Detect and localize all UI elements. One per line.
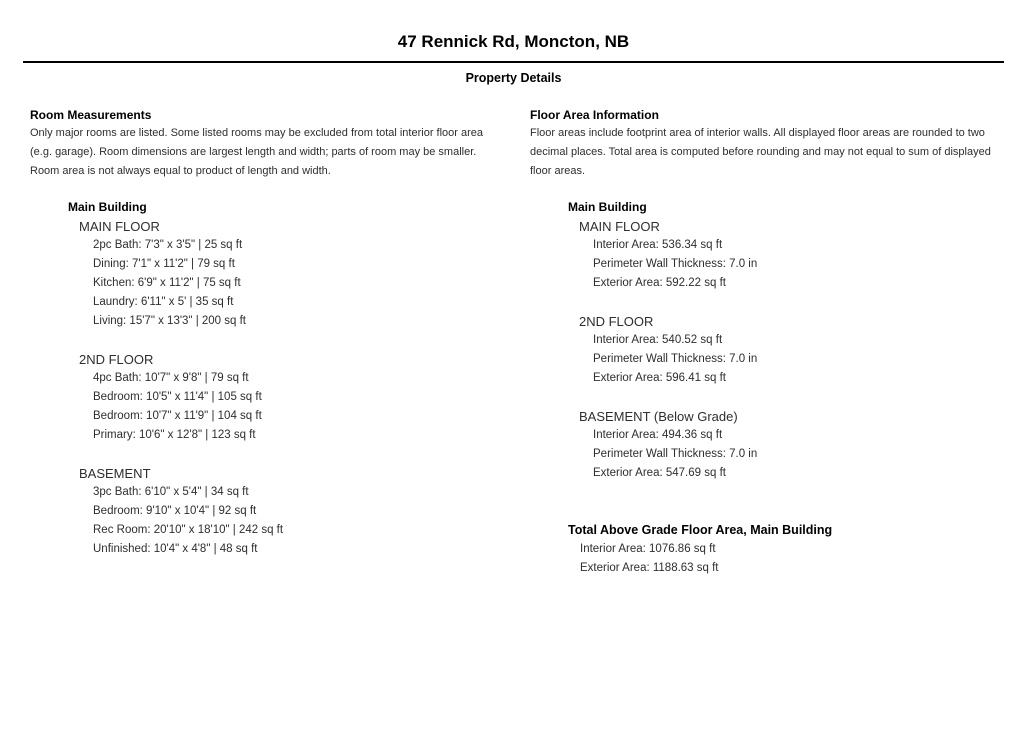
room-line: Primary: 10'6" x 12'8" | 123 sq ft [93, 429, 256, 441]
floor-name: BASEMENT [79, 466, 151, 481]
floor-area-section-basement [568, 407, 1004, 483]
area-line: Interior Area: 494.36 sq ft [593, 429, 723, 441]
area-line: Exterior Area: 596.41 sq ft [593, 372, 726, 384]
area-line: Perimeter Wall Thickness: 7.0 in [593, 448, 758, 460]
floor-name: MAIN FLOOR [79, 219, 160, 234]
page-title: 47 Rennick Rd, Moncton, NB [397, 32, 630, 51]
area-line: Interior Area: 540.52 sq ft [593, 334, 723, 346]
total-area-line: Exterior Area: 1188.63 sq ft [580, 562, 719, 574]
floor-area-section-main-floor [568, 217, 1004, 293]
floor-area-section-2nd-floor [568, 312, 1004, 388]
floor-area-information-description: Floor areas include footprint area of interior walls. All displayed floor areas are rounded to two decimal places. Total area is computed before rounding and may not equal to sum of displayed floor areas. [530, 127, 991, 177]
building-name: Main Building [568, 200, 647, 214]
total-area-line: Interior Area: 1076.86 sq ft [580, 543, 716, 555]
page-subtitle: Property Details [465, 71, 562, 85]
room-line: Rec Room: 20'10" x 18'10" | 242 sq ft [93, 524, 284, 536]
floor-name: 2ND FLOOR [579, 314, 654, 329]
floor-section-main-floor [68, 217, 500, 331]
area-line: Interior Area: 536.34 sq ft [593, 239, 723, 251]
header-divider [23, 61, 1004, 63]
total-above-grade-section [530, 521, 1004, 578]
area-line: Perimeter Wall Thickness: 7.0 in [593, 353, 758, 365]
room-line: Living: 15'7" x 13'3" | 200 sq ft [93, 315, 246, 327]
room-measurements-description: Only major rooms are listed. Some listed rooms may be excluded from total interior floor area (e.g. garage). Room dimensions are largest length and width; parts of room may be smaller. Room area is not always equal to product of length and width. [30, 127, 484, 177]
area-line: Exterior Area: 547.69 sq ft [593, 467, 726, 479]
room-line: 3pc Bath: 6'10" x 5'4" | 34 sq ft [93, 486, 249, 498]
floor-name: MAIN FLOOR [579, 219, 660, 234]
room-line: Bedroom: 10'5" x 11'4" | 105 sq ft [93, 391, 262, 403]
area-line: Perimeter Wall Thickness: 7.0 in [593, 258, 758, 270]
room-line: Dining: 7'1" x 11'2" | 79 sq ft [93, 258, 235, 270]
room-measurements-building [30, 198, 500, 559]
room-measurements-heading: Room Measurements [30, 108, 152, 122]
building-name: Main Building [68, 200, 147, 214]
floor-name: 2ND FLOOR [79, 352, 154, 367]
floor-area-building [530, 198, 1004, 483]
floor-section-basement [68, 464, 500, 559]
floor-area-information-section [530, 109, 1004, 578]
area-line: Exterior Area: 592.22 sq ft [593, 277, 726, 289]
room-line: Laundry: 6'11" x 5' | 35 sq ft [93, 296, 234, 308]
room-measurements-section [30, 109, 500, 578]
room-line: 2pc Bath: 7'3" x 3'5" | 25 sq ft [93, 239, 243, 251]
floor-section-2nd-floor [68, 350, 500, 445]
total-above-grade-heading: Total Above Grade Floor Area, Main Building [568, 523, 833, 537]
room-line: 4pc Bath: 10'7" x 9'8" | 79 sq ft [93, 372, 249, 384]
content-columns [23, 109, 1004, 578]
room-line: Bedroom: 9'10" x 10'4" | 92 sq ft [93, 505, 257, 517]
room-line: Unfinished: 10'4" x 4'8" | 48 sq ft [93, 543, 258, 555]
floor-name: BASEMENT (Below Grade) [579, 409, 738, 424]
room-line: Bedroom: 10'7" x 11'9" | 104 sq ft [93, 410, 262, 422]
room-line: Kitchen: 6'9" x 11'2" | 75 sq ft [93, 277, 241, 289]
floor-area-information-heading: Floor Area Information [530, 108, 659, 122]
